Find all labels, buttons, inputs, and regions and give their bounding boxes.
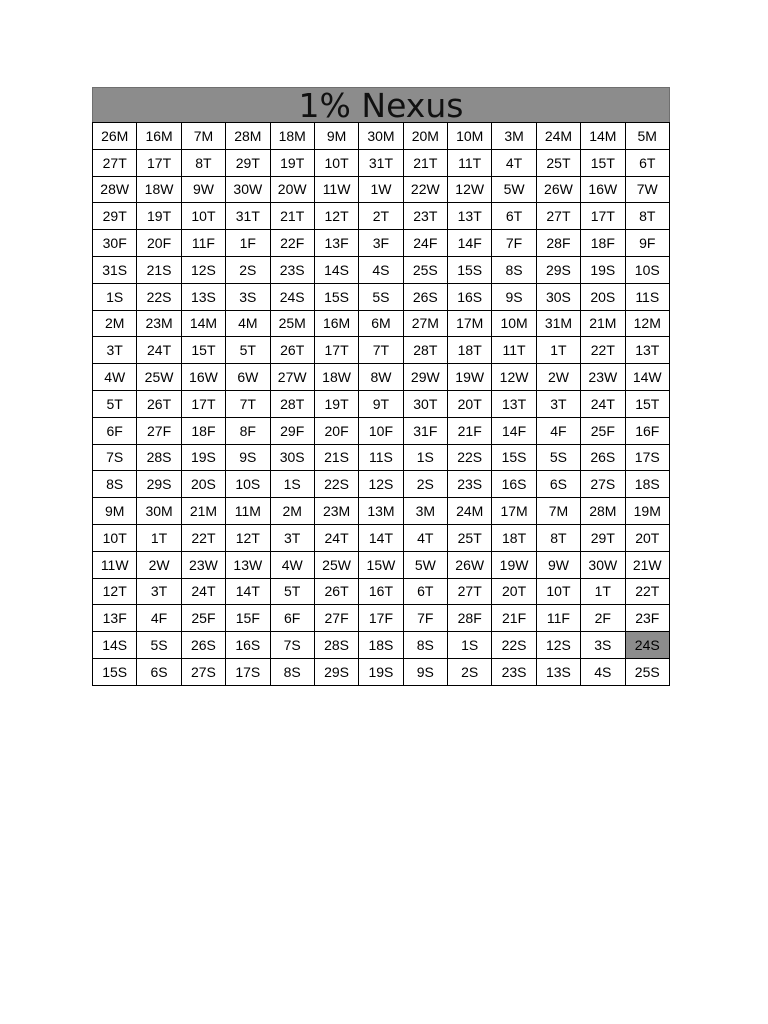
- grid-row: [93, 176, 670, 203]
- grid-cell: 27F: [314, 605, 358, 632]
- grid-cell: 26W: [536, 176, 580, 203]
- grid-cell: 9M: [93, 498, 137, 525]
- grid-row: [93, 444, 670, 471]
- grid-cell: 6F: [270, 605, 314, 632]
- grid-cell: 26S: [181, 632, 225, 659]
- nexus-sheet: [92, 87, 670, 686]
- grid-cell: 29S: [536, 256, 580, 283]
- grid-cell: 5T: [226, 337, 270, 364]
- grid-cell: 14M: [581, 123, 625, 150]
- grid-cell: 2W: [137, 551, 181, 578]
- grid-cell: 11T: [492, 337, 536, 364]
- grid-cell: 1T: [536, 337, 580, 364]
- grid-row: [93, 417, 670, 444]
- grid-cell: 11S: [625, 283, 670, 310]
- grid-cell: 1S: [403, 444, 447, 471]
- grid-cell: 5W: [492, 176, 536, 203]
- grid-cell: 10T: [536, 578, 580, 605]
- grid-cell: 11M: [226, 498, 270, 525]
- grid-cell: 22S: [314, 471, 358, 498]
- grid-cell: 20S: [181, 471, 225, 498]
- grid-cell: 11F: [536, 605, 580, 632]
- grid-cell: 14W: [625, 364, 670, 391]
- grid-cell: 23F: [625, 605, 670, 632]
- grid-cell: 7W: [625, 176, 670, 203]
- grid-cell: 26M: [93, 123, 137, 150]
- grid-cell: 12T: [226, 524, 270, 551]
- grid-cell: 11F: [181, 230, 225, 257]
- grid-cell: 27M: [403, 310, 447, 337]
- grid-cell: 18T: [448, 337, 492, 364]
- grid-cell: 17T: [181, 390, 225, 417]
- grid-cell: 18F: [181, 417, 225, 444]
- grid-cell: 10M: [448, 123, 492, 150]
- grid-cell: 20M: [403, 123, 447, 150]
- grid-cell: 23S: [448, 471, 492, 498]
- grid-cell: 19W: [492, 551, 536, 578]
- grid-cell: 26S: [581, 444, 625, 471]
- grid-cell: 21W: [625, 551, 670, 578]
- grid-cell: 11W: [93, 551, 137, 578]
- grid-cell: 25M: [270, 310, 314, 337]
- grid-cell: 25W: [314, 551, 358, 578]
- grid-cell: 4W: [270, 551, 314, 578]
- grid-cell: 6F: [93, 417, 137, 444]
- grid-cell: 17S: [226, 658, 270, 685]
- grid-cell: 28T: [270, 390, 314, 417]
- grid-cell: 1S: [93, 283, 137, 310]
- grid-cell: 29W: [403, 364, 447, 391]
- grid-cell: 29S: [314, 658, 358, 685]
- grid-row: [93, 390, 670, 417]
- sheet-title: 1% Nexus: [92, 87, 670, 122]
- grid-cell: 29S: [137, 471, 181, 498]
- grid-cell: 12M: [625, 310, 670, 337]
- grid-cell: 3M: [403, 498, 447, 525]
- grid-cell: 13S: [536, 658, 580, 685]
- grid-cell: 21T: [270, 203, 314, 230]
- grid-cell: 22T: [181, 524, 225, 551]
- grid-cell: 27T: [93, 149, 137, 176]
- grid-cell: 25W: [137, 364, 181, 391]
- grid-cell: 22W: [403, 176, 447, 203]
- grid-cell: 15T: [581, 149, 625, 176]
- grid-cell: 18F: [581, 230, 625, 257]
- grid-cell: 21M: [581, 310, 625, 337]
- grid-cell: 24M: [536, 123, 580, 150]
- grid-cell: 13F: [93, 605, 137, 632]
- grid-cell: 3T: [270, 524, 314, 551]
- grid-cell: 16M: [314, 310, 358, 337]
- grid-cell: 22F: [270, 230, 314, 257]
- grid-cell: 10T: [181, 203, 225, 230]
- grid-cell: 9S: [403, 658, 447, 685]
- grid-cell: 27T: [448, 578, 492, 605]
- grid-body: [93, 123, 670, 686]
- grid-cell: 4F: [536, 417, 580, 444]
- grid-cell: 18T: [492, 524, 536, 551]
- grid-cell: 14F: [492, 417, 536, 444]
- grid-cell: 5S: [359, 283, 403, 310]
- grid-row: [93, 149, 670, 176]
- grid-cell: 14S: [314, 256, 358, 283]
- grid-cell: 9T: [359, 390, 403, 417]
- grid-cell: 27W: [270, 364, 314, 391]
- grid-cell: 3T: [93, 337, 137, 364]
- grid-cell: 6T: [403, 578, 447, 605]
- grid-cell: 22T: [625, 578, 670, 605]
- grid-cell: 8T: [536, 524, 580, 551]
- grid-cell: 16S: [226, 632, 270, 659]
- grid-cell: 16W: [581, 176, 625, 203]
- grid-cell: 17M: [448, 310, 492, 337]
- grid-cell: 8S: [270, 658, 314, 685]
- grid-cell: 6W: [226, 364, 270, 391]
- grid-row: [93, 632, 670, 659]
- grid-cell: 14T: [359, 524, 403, 551]
- grid-cell: 2M: [270, 498, 314, 525]
- grid-row: [93, 364, 670, 391]
- grid-cell: 4W: [93, 364, 137, 391]
- grid-cell: 6S: [536, 471, 580, 498]
- grid-cell: 12W: [448, 176, 492, 203]
- grid-cell: 8T: [181, 149, 225, 176]
- grid-cell: 26T: [270, 337, 314, 364]
- grid-cell: 7T: [359, 337, 403, 364]
- grid-row: [93, 658, 670, 685]
- grid-cell: 15S: [314, 283, 358, 310]
- grid-cell: 5S: [536, 444, 580, 471]
- grid-cell: 18W: [314, 364, 358, 391]
- grid-cell: 6M: [359, 310, 403, 337]
- grid-cell: 12S: [181, 256, 225, 283]
- grid-cell: 13T: [492, 390, 536, 417]
- grid-cell: 17M: [492, 498, 536, 525]
- grid-cell: 1S: [448, 632, 492, 659]
- grid-cell: 25T: [448, 524, 492, 551]
- grid-cell: 28F: [448, 605, 492, 632]
- grid-cell: 2M: [93, 310, 137, 337]
- grid-cell: 24T: [314, 524, 358, 551]
- grid-cell: 20W: [270, 176, 314, 203]
- grid-cell: 22S: [448, 444, 492, 471]
- grid-cell: 1T: [581, 578, 625, 605]
- grid-cell: 18W: [137, 176, 181, 203]
- grid-cell: 29T: [226, 149, 270, 176]
- grid-cell: 24F: [403, 230, 447, 257]
- grid-row: [93, 471, 670, 498]
- grid-cell: 22T: [581, 337, 625, 364]
- grid-cell: 23W: [581, 364, 625, 391]
- grid-cell: 8T: [625, 203, 670, 230]
- grid-cell: 8S: [492, 256, 536, 283]
- grid-cell: 28W: [93, 176, 137, 203]
- nexus-grid: [92, 122, 670, 686]
- grid-cell: 15W: [359, 551, 403, 578]
- grid-cell-highlighted: 24S: [625, 632, 670, 659]
- grid-cell: 17T: [581, 203, 625, 230]
- grid-cell: 15S: [492, 444, 536, 471]
- grid-cell: 17F: [359, 605, 403, 632]
- grid-cell: 1S: [270, 471, 314, 498]
- grid-cell: 17T: [137, 149, 181, 176]
- grid-cell: 13F: [314, 230, 358, 257]
- grid-cell: 25F: [181, 605, 225, 632]
- grid-cell: 30S: [536, 283, 580, 310]
- grid-cell: 10S: [226, 471, 270, 498]
- grid-cell: 25F: [581, 417, 625, 444]
- grid-cell: 4T: [403, 524, 447, 551]
- grid-cell: 5T: [270, 578, 314, 605]
- grid-cell: 5M: [625, 123, 670, 150]
- grid-cell: 23S: [492, 658, 536, 685]
- grid-cell: 16M: [137, 123, 181, 150]
- grid-cell: 9W: [536, 551, 580, 578]
- grid-cell: 23S: [270, 256, 314, 283]
- grid-cell: 10T: [93, 524, 137, 551]
- grid-cell: 27F: [137, 417, 181, 444]
- grid-cell: 24T: [137, 337, 181, 364]
- grid-cell: 24T: [181, 578, 225, 605]
- grid-cell: 9W: [181, 176, 225, 203]
- grid-cell: 15S: [448, 256, 492, 283]
- grid-cell: 13M: [359, 498, 403, 525]
- grid-cell: 2S: [448, 658, 492, 685]
- grid-cell: 31F: [403, 417, 447, 444]
- grid-cell: 7F: [492, 230, 536, 257]
- grid-cell: 4F: [137, 605, 181, 632]
- grid-cell: 12T: [314, 203, 358, 230]
- grid-cell: 26S: [403, 283, 447, 310]
- grid-cell: 9F: [625, 230, 670, 257]
- grid-cell: 7S: [93, 444, 137, 471]
- grid-cell: 30W: [226, 176, 270, 203]
- grid-cell: 31M: [536, 310, 580, 337]
- grid-cell: 3T: [536, 390, 580, 417]
- grid-cell: 8F: [226, 417, 270, 444]
- grid-cell: 1W: [359, 176, 403, 203]
- grid-row: [93, 337, 670, 364]
- grid-cell: 19T: [270, 149, 314, 176]
- grid-row: [93, 605, 670, 632]
- grid-cell: 5S: [137, 632, 181, 659]
- grid-cell: 12W: [492, 364, 536, 391]
- grid-cell: 17S: [625, 444, 670, 471]
- grid-cell: 21F: [448, 417, 492, 444]
- grid-cell: 26T: [137, 390, 181, 417]
- grid-cell: 19S: [581, 256, 625, 283]
- grid-cell: 4T: [492, 149, 536, 176]
- grid-cell: 21T: [403, 149, 447, 176]
- grid-cell: 31S: [93, 256, 137, 283]
- grid-cell: 15S: [93, 658, 137, 685]
- grid-cell: 5W: [403, 551, 447, 578]
- grid-cell: 26T: [314, 578, 358, 605]
- grid-cell: 4S: [359, 256, 403, 283]
- grid-cell: 3F: [359, 230, 403, 257]
- grid-cell: 2S: [226, 256, 270, 283]
- grid-cell: 10S: [625, 256, 670, 283]
- grid-cell: 29T: [581, 524, 625, 551]
- grid-cell: 15T: [625, 390, 670, 417]
- grid-cell: 20F: [314, 417, 358, 444]
- grid-cell: 21S: [314, 444, 358, 471]
- grid-cell: 28S: [314, 632, 358, 659]
- grid-cell: 30M: [137, 498, 181, 525]
- grid-row: [93, 551, 670, 578]
- grid-cell: 7F: [403, 605, 447, 632]
- grid-cell: 22S: [137, 283, 181, 310]
- grid-cell: 26W: [448, 551, 492, 578]
- grid-cell: 28M: [581, 498, 625, 525]
- grid-cell: 12S: [359, 471, 403, 498]
- grid-cell: 19W: [448, 364, 492, 391]
- grid-cell: 7T: [226, 390, 270, 417]
- grid-cell: 2T: [359, 203, 403, 230]
- grid-cell: 10F: [359, 417, 403, 444]
- grid-cell: 29F: [270, 417, 314, 444]
- grid-cell: 30F: [93, 230, 137, 257]
- grid-cell: 10M: [492, 310, 536, 337]
- grid-cell: 21F: [492, 605, 536, 632]
- grid-cell: 28M: [226, 123, 270, 150]
- grid-cell: 20F: [137, 230, 181, 257]
- grid-row: [93, 578, 670, 605]
- grid-cell: 8W: [359, 364, 403, 391]
- grid-cell: 13T: [448, 203, 492, 230]
- grid-cell: 6T: [625, 149, 670, 176]
- grid-row: [93, 283, 670, 310]
- grid-cell: 1T: [137, 524, 181, 551]
- grid-cell: 9M: [314, 123, 358, 150]
- grid-cell: 16T: [359, 578, 403, 605]
- grid-cell: 7S: [270, 632, 314, 659]
- grid-row: [93, 123, 670, 150]
- grid-cell: 3M: [492, 123, 536, 150]
- grid-cell: 20T: [492, 578, 536, 605]
- grid-row: [93, 230, 670, 257]
- grid-cell: 27S: [581, 471, 625, 498]
- grid-cell: 30T: [403, 390, 447, 417]
- grid-cell: 19M: [625, 498, 670, 525]
- grid-cell: 23W: [181, 551, 225, 578]
- grid-cell: 2S: [403, 471, 447, 498]
- grid-cell: 16S: [492, 471, 536, 498]
- grid-cell: 17T: [314, 337, 358, 364]
- grid-cell: 25S: [403, 256, 447, 283]
- grid-cell: 3S: [226, 283, 270, 310]
- grid-cell: 20T: [448, 390, 492, 417]
- grid-row: [93, 498, 670, 525]
- grid-cell: 12S: [536, 632, 580, 659]
- grid-cell: 25T: [536, 149, 580, 176]
- grid-cell: 16F: [625, 417, 670, 444]
- grid-cell: 14S: [93, 632, 137, 659]
- grid-cell: 30M: [359, 123, 403, 150]
- grid-cell: 16W: [181, 364, 225, 391]
- grid-cell: 9S: [492, 283, 536, 310]
- grid-cell: 11S: [359, 444, 403, 471]
- grid-cell: 24T: [581, 390, 625, 417]
- grid-cell: 29T: [93, 203, 137, 230]
- grid-cell: 13T: [625, 337, 670, 364]
- grid-cell: 18S: [359, 632, 403, 659]
- grid-row: [93, 310, 670, 337]
- grid-cell: 11W: [314, 176, 358, 203]
- grid-cell: 13S: [181, 283, 225, 310]
- grid-cell: 24S: [270, 283, 314, 310]
- grid-cell: 30W: [581, 551, 625, 578]
- grid-cell: 24M: [448, 498, 492, 525]
- grid-cell: 4S: [581, 658, 625, 685]
- grid-cell: 18S: [625, 471, 670, 498]
- grid-cell: 20T: [625, 524, 670, 551]
- grid-cell: 23M: [137, 310, 181, 337]
- grid-cell: 21S: [137, 256, 181, 283]
- grid-cell: 19S: [181, 444, 225, 471]
- grid-cell: 30S: [270, 444, 314, 471]
- grid-cell: 6T: [492, 203, 536, 230]
- grid-cell: 19S: [359, 658, 403, 685]
- grid-cell: 20S: [581, 283, 625, 310]
- grid-cell: 28T: [403, 337, 447, 364]
- grid-cell: 6S: [137, 658, 181, 685]
- grid-cell: 25S: [625, 658, 670, 685]
- grid-cell: 4M: [226, 310, 270, 337]
- grid-cell: 16S: [448, 283, 492, 310]
- grid-row: [93, 524, 670, 551]
- grid-cell: 2F: [581, 605, 625, 632]
- grid-cell: 18M: [270, 123, 314, 150]
- grid-cell: 15F: [226, 605, 270, 632]
- grid-cell: 22S: [492, 632, 536, 659]
- grid-cell: 5T: [93, 390, 137, 417]
- grid-cell: 23T: [403, 203, 447, 230]
- grid-cell: 28F: [536, 230, 580, 257]
- grid-cell: 1F: [226, 230, 270, 257]
- grid-cell: 8S: [93, 471, 137, 498]
- grid-cell: 3S: [581, 632, 625, 659]
- grid-row: [93, 256, 670, 283]
- grid-cell: 7M: [536, 498, 580, 525]
- grid-cell: 7M: [181, 123, 225, 150]
- grid-cell: 8S: [403, 632, 447, 659]
- grid-cell: 2W: [536, 364, 580, 391]
- grid-cell: 19T: [137, 203, 181, 230]
- grid-cell: 28S: [137, 444, 181, 471]
- grid-row: [93, 203, 670, 230]
- grid-cell: 27T: [536, 203, 580, 230]
- grid-cell: 10T: [314, 149, 358, 176]
- grid-cell: 31T: [226, 203, 270, 230]
- grid-cell: 31T: [359, 149, 403, 176]
- grid-cell: 13W: [226, 551, 270, 578]
- grid-cell: 12T: [93, 578, 137, 605]
- grid-cell: 19T: [314, 390, 358, 417]
- grid-cell: 27S: [181, 658, 225, 685]
- grid-cell: 21M: [181, 498, 225, 525]
- grid-cell: 23M: [314, 498, 358, 525]
- grid-cell: 11T: [448, 149, 492, 176]
- grid-cell: 9S: [226, 444, 270, 471]
- grid-cell: 14M: [181, 310, 225, 337]
- grid-cell: 14T: [226, 578, 270, 605]
- grid-cell: 14F: [448, 230, 492, 257]
- grid-cell: 15T: [181, 337, 225, 364]
- grid-cell: 3T: [137, 578, 181, 605]
